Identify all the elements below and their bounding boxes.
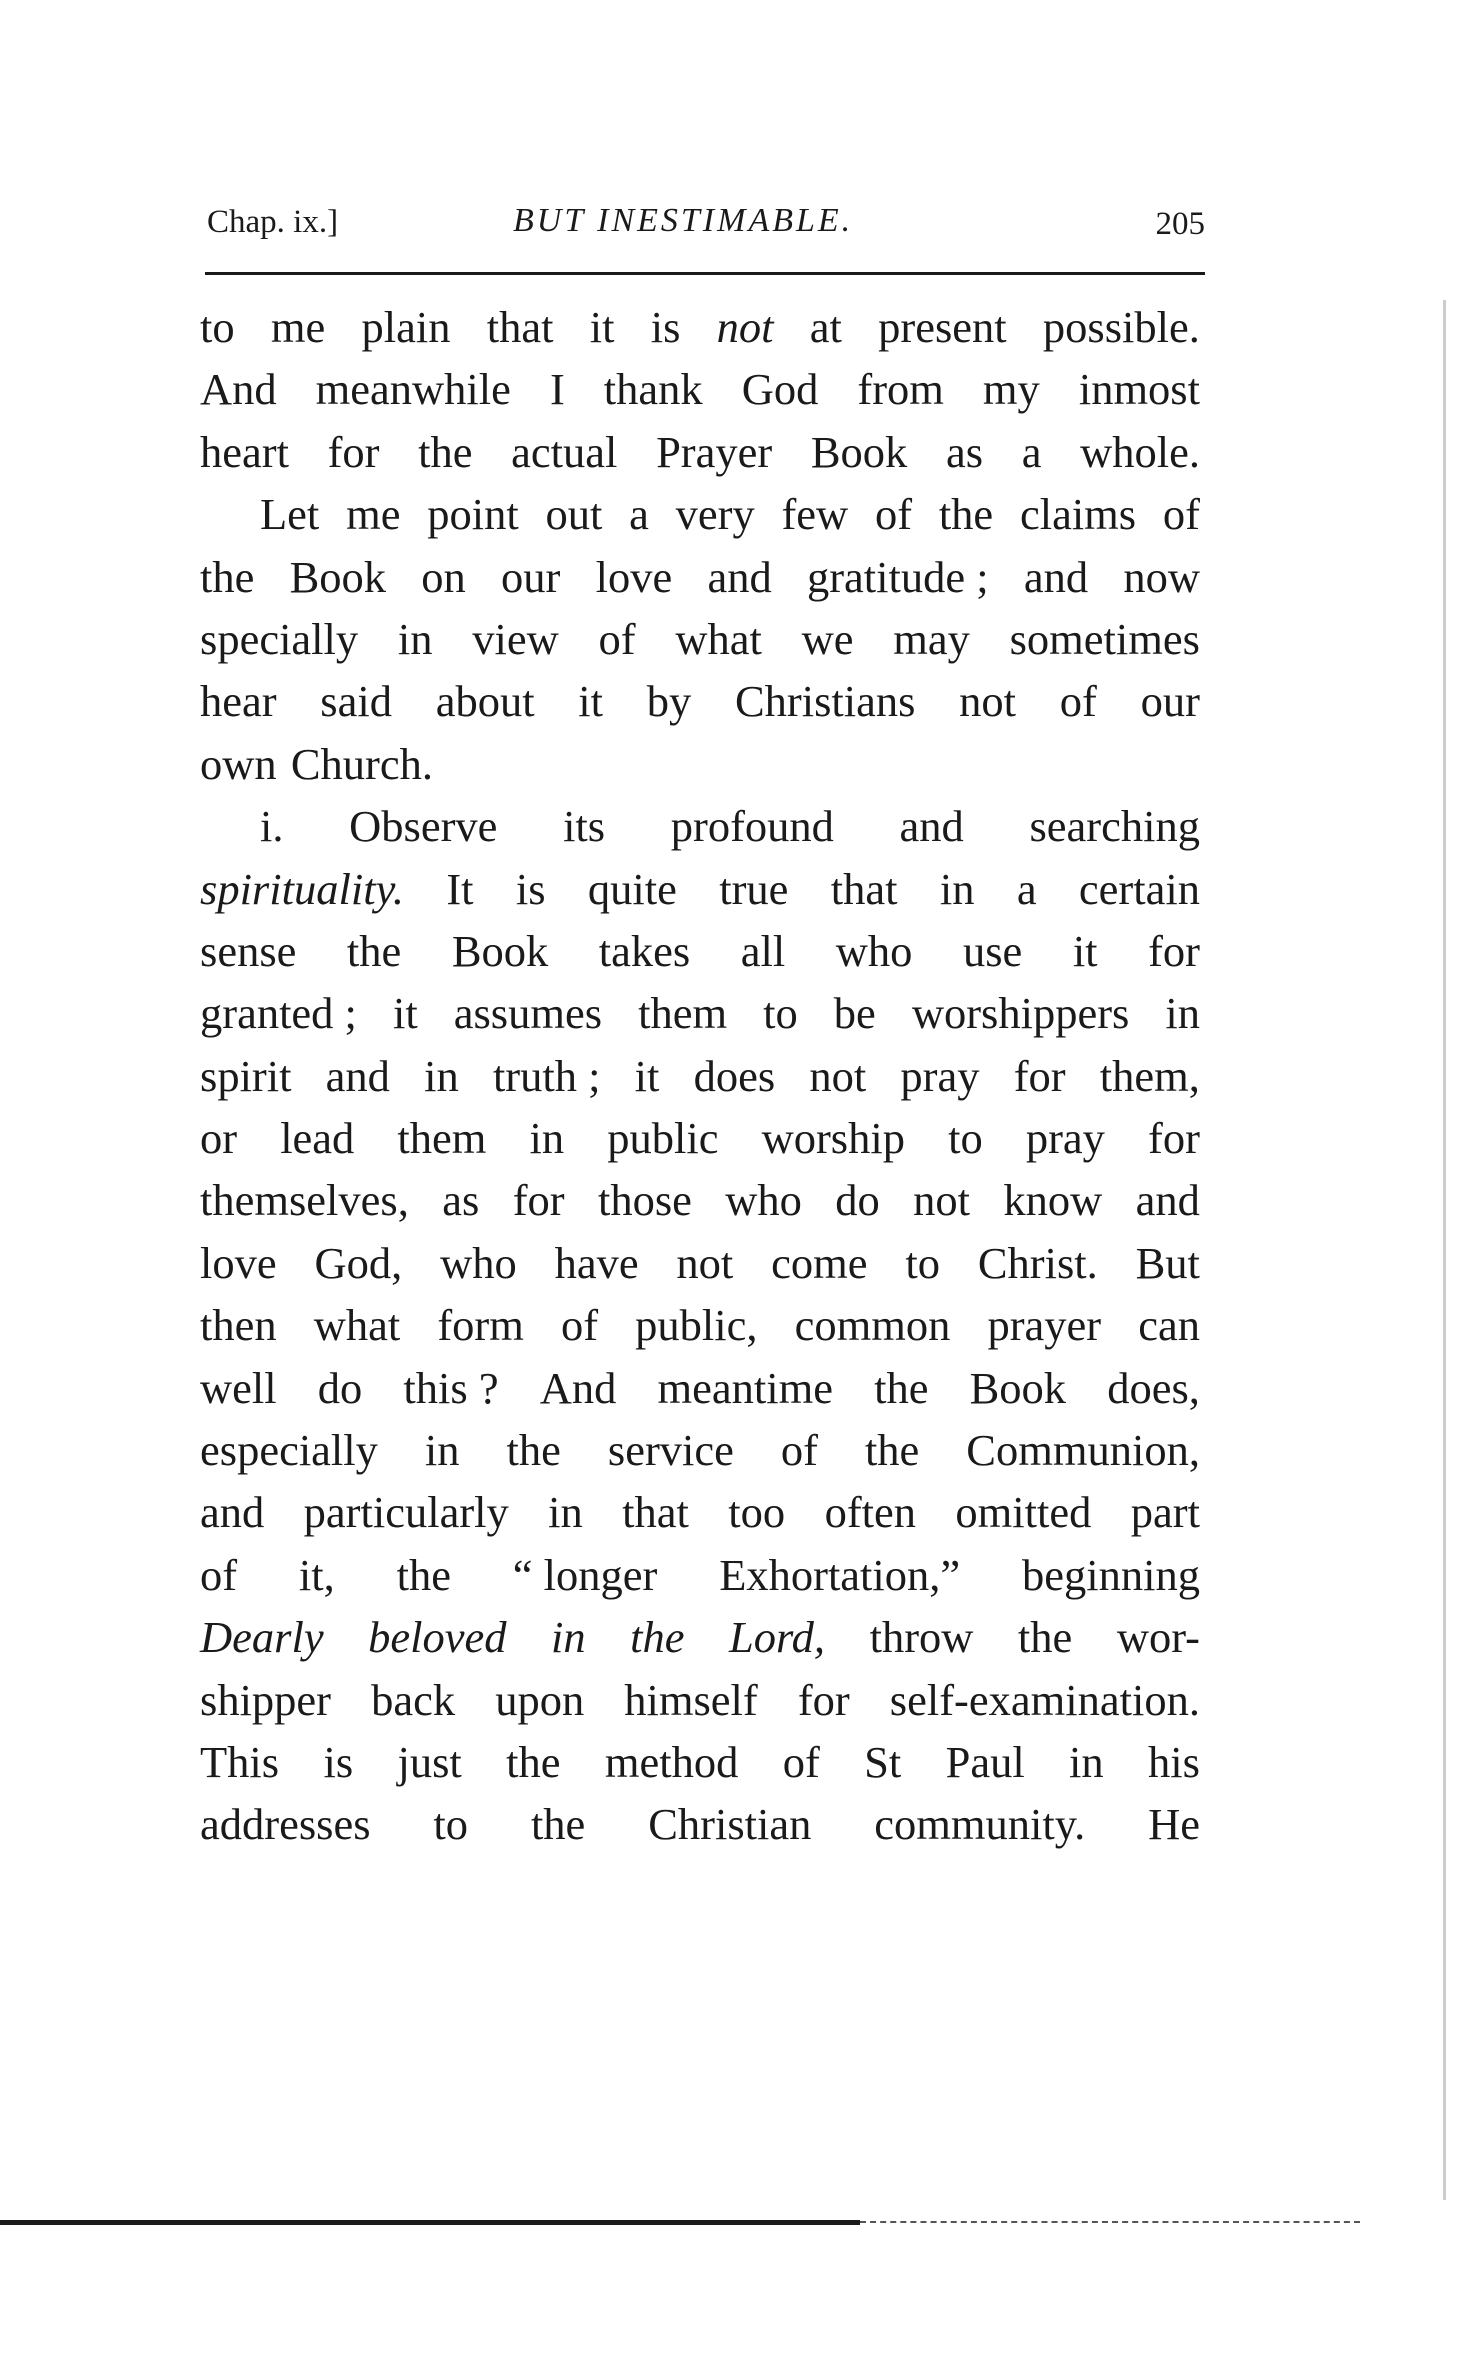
word: and bbox=[1135, 1175, 1200, 1226]
word: to bbox=[200, 302, 235, 352]
word: a bbox=[1021, 426, 1042, 477]
word: and bbox=[1023, 551, 1089, 602]
word: from bbox=[857, 364, 944, 415]
word: It bbox=[446, 863, 474, 914]
word: heart bbox=[200, 426, 289, 477]
word: Book bbox=[289, 551, 387, 602]
word: not bbox=[676, 1237, 734, 1288]
word: Exhortation,” bbox=[719, 1549, 961, 1600]
word: or bbox=[200, 1113, 238, 1164]
word: prayer bbox=[987, 1300, 1102, 1351]
word: then bbox=[200, 1300, 277, 1351]
word: me bbox=[270, 302, 326, 352]
word: Prayer bbox=[656, 426, 773, 477]
text-line bbox=[200, 1793, 1200, 1855]
word: what bbox=[313, 1300, 401, 1351]
word: not bbox=[716, 302, 774, 352]
word: spirituality. bbox=[200, 863, 404, 914]
word: Book bbox=[810, 426, 908, 477]
word: addresses bbox=[200, 1799, 371, 1850]
text-line bbox=[200, 1107, 1200, 1169]
word: of bbox=[598, 613, 636, 664]
chapter-reference: Chap. ix.] bbox=[207, 204, 339, 240]
word: And bbox=[539, 1362, 617, 1413]
word: in bbox=[424, 1050, 459, 1101]
word: assumes bbox=[453, 988, 603, 1039]
word: this ? bbox=[403, 1362, 499, 1413]
text-line bbox=[200, 670, 1200, 732]
word: But bbox=[1135, 1237, 1200, 1288]
word: the bbox=[874, 1362, 929, 1413]
word: the bbox=[418, 426, 473, 477]
word: method bbox=[604, 1736, 739, 1787]
word: as bbox=[945, 426, 984, 477]
text-line bbox=[200, 358, 1200, 420]
word: it bbox=[392, 988, 418, 1039]
word: granted ; bbox=[200, 988, 357, 1039]
word: God bbox=[741, 364, 819, 415]
word: our bbox=[501, 551, 561, 602]
word: a bbox=[1016, 863, 1037, 914]
word: to bbox=[905, 1237, 940, 1288]
word: the bbox=[506, 1425, 561, 1476]
word: self-examination. bbox=[889, 1674, 1200, 1725]
text-line bbox=[200, 920, 1200, 982]
word: in bbox=[548, 1487, 583, 1538]
word: of bbox=[560, 1300, 599, 1351]
word: worshippers bbox=[911, 988, 1130, 1039]
word: especially bbox=[200, 1425, 378, 1476]
word: present bbox=[878, 302, 1007, 352]
word: the bbox=[530, 1799, 586, 1850]
word: form bbox=[437, 1300, 524, 1351]
word: Paul bbox=[945, 1736, 1025, 1787]
word: the bbox=[630, 1612, 685, 1663]
word: specially bbox=[200, 613, 359, 664]
body-text bbox=[200, 296, 1200, 1856]
word: wor- bbox=[1116, 1612, 1200, 1663]
word: our bbox=[1140, 676, 1200, 727]
word: public, bbox=[635, 1300, 758, 1351]
word: do bbox=[317, 1362, 363, 1413]
running-title: BUT INESTIMABLE. bbox=[513, 202, 854, 239]
scan-edge-rule-faint bbox=[860, 2221, 1360, 2223]
word: and bbox=[899, 801, 964, 852]
word: searching bbox=[1029, 801, 1200, 852]
word: his bbox=[1148, 1736, 1200, 1787]
word: them, bbox=[1099, 1050, 1200, 1101]
word: in bbox=[550, 1612, 586, 1663]
word: in bbox=[529, 1113, 565, 1164]
text-line bbox=[200, 546, 1200, 608]
word: and bbox=[325, 1050, 390, 1101]
word: profound bbox=[670, 801, 834, 852]
text-line bbox=[200, 1606, 1200, 1668]
word: shipper bbox=[200, 1674, 332, 1725]
word: for bbox=[797, 1674, 850, 1725]
word: Christian bbox=[648, 1799, 812, 1850]
word: out bbox=[545, 489, 603, 540]
text-line bbox=[200, 1731, 1200, 1793]
word: Let bbox=[260, 489, 320, 540]
word: meantime bbox=[657, 1362, 833, 1413]
word: well bbox=[200, 1362, 277, 1413]
word: meanwhile bbox=[315, 364, 511, 415]
word: Church. bbox=[290, 738, 434, 789]
word: love bbox=[595, 551, 673, 602]
word: And bbox=[200, 364, 277, 415]
word: by bbox=[646, 676, 692, 727]
word: themselves, bbox=[200, 1175, 409, 1226]
text-line bbox=[200, 795, 1200, 857]
word: that bbox=[622, 1487, 689, 1538]
word: its bbox=[563, 801, 606, 852]
word: to bbox=[433, 1799, 469, 1850]
text-line bbox=[200, 1045, 1200, 1107]
word: them bbox=[638, 988, 728, 1039]
word: that bbox=[830, 863, 898, 914]
word: who bbox=[835, 925, 913, 976]
word: the bbox=[864, 1425, 920, 1476]
word: takes bbox=[598, 925, 691, 976]
word: does, bbox=[1107, 1362, 1200, 1413]
scan-edge-rule bbox=[0, 2220, 860, 2225]
word: St bbox=[864, 1736, 902, 1787]
word: beginning bbox=[1022, 1549, 1200, 1600]
word: love bbox=[200, 1237, 277, 1288]
word: can bbox=[1138, 1300, 1200, 1351]
word: all bbox=[740, 925, 786, 976]
word: do bbox=[835, 1175, 880, 1226]
word: sense bbox=[200, 925, 297, 976]
text-line bbox=[200, 1169, 1200, 1231]
word: is bbox=[515, 863, 546, 914]
word: This bbox=[200, 1736, 280, 1787]
word: Christ. bbox=[977, 1237, 1098, 1288]
text-line bbox=[200, 982, 1200, 1044]
page-number: 205 bbox=[1155, 206, 1205, 242]
word: thank bbox=[603, 364, 703, 415]
word: does bbox=[693, 1050, 776, 1101]
word: that bbox=[486, 302, 554, 352]
word: in bbox=[397, 613, 433, 664]
word: not bbox=[809, 1050, 867, 1101]
word: in bbox=[1069, 1736, 1104, 1787]
word: to bbox=[763, 988, 798, 1039]
word: Dearly bbox=[200, 1612, 324, 1663]
word: particularly bbox=[303, 1487, 509, 1538]
word: of bbox=[1162, 489, 1200, 540]
word: be bbox=[833, 988, 876, 1039]
word: at bbox=[809, 302, 842, 352]
word: for bbox=[1148, 925, 1200, 976]
word: public bbox=[607, 1113, 719, 1164]
word: common bbox=[794, 1300, 951, 1351]
word: gratitude ; bbox=[806, 551, 989, 602]
text-line bbox=[200, 1294, 1200, 1356]
text-line bbox=[200, 1481, 1200, 1543]
word: He bbox=[1148, 1799, 1200, 1850]
word: about bbox=[435, 676, 535, 727]
word: “ longer bbox=[512, 1549, 658, 1600]
word: truth ; bbox=[492, 1050, 601, 1101]
word: Book bbox=[969, 1362, 1067, 1413]
word: of bbox=[874, 489, 913, 540]
text-line bbox=[200, 483, 1200, 545]
text-line bbox=[200, 733, 1200, 795]
word: who bbox=[440, 1237, 517, 1288]
word: community. bbox=[874, 1799, 1086, 1850]
word: the bbox=[200, 551, 255, 602]
word: of bbox=[782, 1736, 820, 1787]
word: on bbox=[421, 551, 466, 602]
word: not bbox=[913, 1175, 971, 1226]
word: claims bbox=[1019, 489, 1137, 540]
word: i. bbox=[260, 801, 284, 852]
word: it bbox=[589, 302, 615, 352]
text-line bbox=[200, 1669, 1200, 1731]
word: me bbox=[346, 489, 401, 540]
word: very bbox=[675, 489, 755, 540]
word: use bbox=[962, 925, 1023, 976]
word: possible. bbox=[1042, 302, 1200, 352]
word: inmost bbox=[1078, 364, 1200, 415]
word: true bbox=[719, 863, 789, 914]
word: view bbox=[472, 613, 559, 664]
word: it, bbox=[298, 1549, 335, 1600]
text-line bbox=[200, 1419, 1200, 1481]
word: throw bbox=[869, 1612, 974, 1663]
word: upon bbox=[495, 1674, 585, 1725]
word: to bbox=[948, 1113, 983, 1164]
word: too bbox=[728, 1487, 786, 1538]
word: actual bbox=[511, 426, 618, 477]
word: often bbox=[824, 1487, 916, 1538]
word: and bbox=[200, 1487, 265, 1538]
word: them bbox=[397, 1113, 487, 1164]
word: spirit bbox=[200, 1050, 292, 1101]
word: in bbox=[1165, 988, 1200, 1039]
word: of bbox=[1059, 676, 1097, 727]
text-line bbox=[200, 421, 1200, 483]
word: as bbox=[442, 1175, 480, 1226]
word: omitted bbox=[955, 1487, 1092, 1538]
word: my bbox=[982, 364, 1040, 415]
word: pray bbox=[900, 1050, 980, 1101]
word: for bbox=[1148, 1113, 1200, 1164]
word: worship bbox=[761, 1113, 905, 1164]
word: may bbox=[893, 613, 970, 664]
word: a bbox=[629, 489, 649, 540]
word: service bbox=[607, 1425, 734, 1476]
word: what bbox=[675, 613, 762, 664]
word: beloved bbox=[368, 1612, 507, 1663]
word: the bbox=[506, 1736, 561, 1787]
word: it bbox=[578, 676, 604, 727]
word: for bbox=[327, 426, 380, 477]
word: the bbox=[1017, 1612, 1073, 1663]
text-line bbox=[200, 1232, 1200, 1294]
word: for bbox=[512, 1175, 565, 1226]
word: plain bbox=[361, 302, 451, 352]
word: in bbox=[939, 863, 975, 914]
word: we bbox=[801, 613, 854, 664]
text-line bbox=[200, 1544, 1200, 1606]
text-line bbox=[200, 608, 1200, 670]
word: himself bbox=[624, 1674, 758, 1725]
word: is bbox=[323, 1736, 354, 1787]
word: own bbox=[200, 738, 277, 789]
word: I bbox=[549, 364, 565, 415]
header-rule bbox=[205, 272, 1205, 275]
word: part bbox=[1130, 1487, 1200, 1538]
word: now bbox=[1123, 551, 1200, 602]
word: sometimes bbox=[1009, 613, 1200, 664]
running-head bbox=[205, 196, 1205, 252]
word: Observe bbox=[349, 801, 498, 852]
word: and bbox=[707, 551, 772, 602]
word: the bbox=[938, 489, 994, 540]
word: the bbox=[346, 925, 402, 976]
word: have bbox=[554, 1237, 639, 1288]
word: God, bbox=[314, 1237, 403, 1288]
text-line bbox=[200, 858, 1200, 920]
text-line bbox=[200, 296, 1200, 358]
word: point bbox=[427, 489, 519, 540]
word: for bbox=[1013, 1050, 1066, 1101]
word: in bbox=[424, 1425, 460, 1476]
word: few bbox=[781, 489, 849, 540]
word: the bbox=[396, 1549, 451, 1600]
word: come bbox=[771, 1237, 868, 1288]
word: Book bbox=[451, 925, 549, 976]
word: said bbox=[320, 676, 392, 727]
scan-edge-shadow bbox=[1443, 300, 1446, 2200]
word: who bbox=[725, 1175, 802, 1226]
word: it bbox=[1072, 925, 1098, 976]
word: hear bbox=[200, 676, 277, 727]
word: quite bbox=[587, 863, 677, 914]
word: those bbox=[597, 1175, 692, 1226]
word: Christians bbox=[734, 676, 916, 727]
word: know bbox=[1003, 1175, 1103, 1226]
word: not bbox=[959, 676, 1017, 727]
word: whole. bbox=[1080, 426, 1200, 477]
word: Lord, bbox=[729, 1612, 826, 1663]
word: of bbox=[780, 1425, 818, 1476]
word: is bbox=[650, 302, 681, 352]
word: of bbox=[200, 1549, 238, 1600]
word: Communion, bbox=[966, 1425, 1200, 1476]
word: just bbox=[397, 1736, 462, 1787]
word: it bbox=[634, 1050, 660, 1101]
word: pray bbox=[1025, 1113, 1105, 1164]
word: lead bbox=[280, 1113, 355, 1164]
word: certain bbox=[1078, 863, 1200, 914]
word: back bbox=[371, 1674, 456, 1725]
text-line bbox=[200, 1357, 1200, 1419]
